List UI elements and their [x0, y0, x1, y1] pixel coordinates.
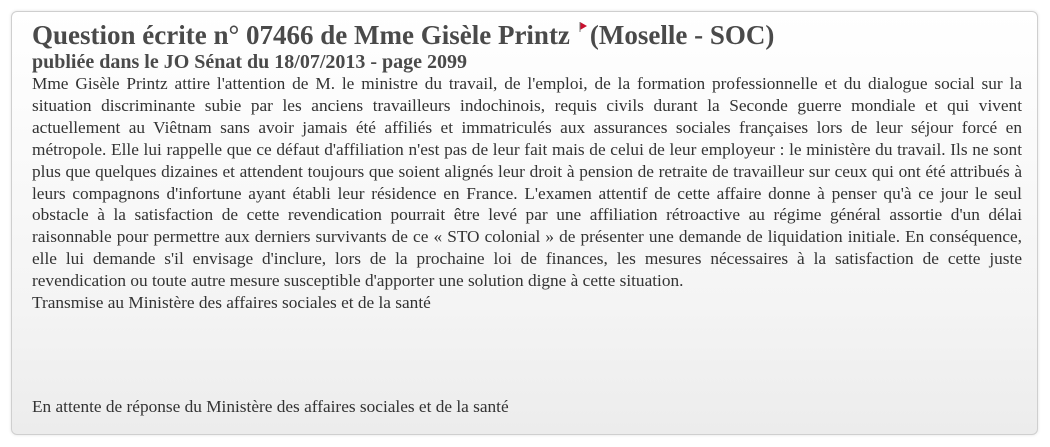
response-status: En attente de réponse du Ministère des affaires sociales et de la santé — [32, 397, 509, 416]
question-title — [32, 20, 1017, 51]
publication-info: publiée dans le JO Sénat du 18/07/2013 - page 2099 — [32, 51, 468, 73]
question-title-main: Question écrite n° 07466 de Mme Gisèle Printz — [32, 20, 570, 50]
question-body: Mme Gisèle Printz attire l'attention de M. le ministre du travail, de l'emploi, de la formation professionnelle et du dialogue social sur la situation discriminante subie par les anciens travailleurs indochinois, requis civils durant la Seconde guerre mondiale et qui vivent actuellement au Viêtnam sans avoir jamais été affiliés et immatriculés aux assurances sociales françaises lors de leur séjour forcé en métropole. Elle lui rappelle que ce défaut d'affiliation n'est pas de leur fait mais de celui de leur employeur : le ministère du travail. Ils ne sont plus que quelques dizaines et attendent toujours que soient alignés leur droit à pension de retraite de travailleur sur ceux qui ont été attribués à leurs compagnons d'infortune ayant établi leur résidence en France. L'examen attentif de cette affaire donne à penser qu'à ce jour le seul obstacle à la satisfaction de cette revendication pourrait être levé par une affiliation rétroactive au régime général assortie d'un délai raisonnable pour permettre aux derniers survivants de ce « STO colonial » de présenter une demande de liquidation initiale. En conséquence, elle lui demande s'il envisage d'inclure, lors de la prochaine loi de finances, les mesures nécessaires à la satisfaction de cette juste revendication ou toute autre mesure susceptible d'apporter une solution digne à cette situation. — [32, 74, 1022, 291]
question-title-suffix: (Moselle - SOC) — [589, 20, 775, 50]
transmission-info: Transmise au Ministère des affaires sociales et de la santé — [32, 293, 431, 313]
question-card — [11, 11, 1038, 435]
flag-icon[interactable] — [578, 20, 588, 38]
